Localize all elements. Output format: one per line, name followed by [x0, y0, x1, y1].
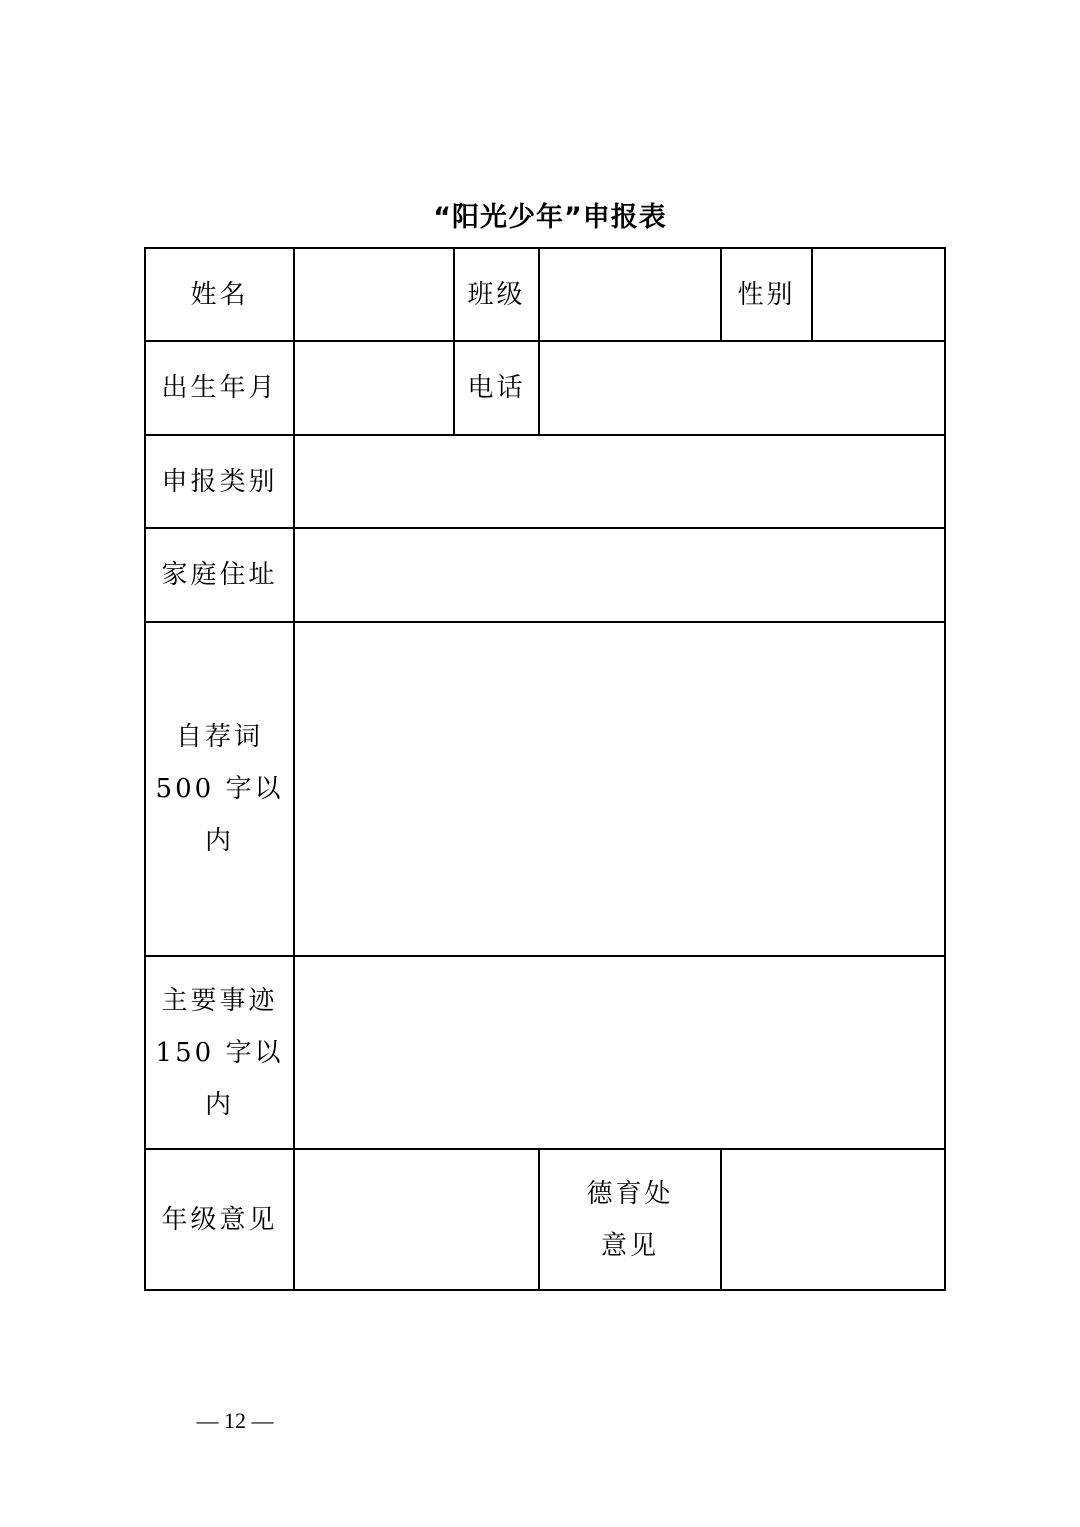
table-rule	[144, 434, 946, 436]
name-label: 姓名	[190, 279, 249, 310]
table-column-rule	[720, 1148, 722, 1291]
moral-office-opinion-label	[539, 1149, 721, 1290]
grade-opinion-field[interactable]	[294, 1149, 539, 1290]
main-deeds-label-line-1: 主要事迹	[161, 985, 278, 1016]
self-recommendation-label	[145, 622, 294, 956]
birth-date-label: 出生年月	[161, 373, 278, 403]
self-recommendation-label-line-2: 500 字以	[155, 774, 284, 804]
table-column-rule	[811, 247, 813, 341]
page-number: — 12 —	[196, 1408, 274, 1433]
main-deeds-label-line-2: 150 字以	[155, 1037, 284, 1068]
table-rule	[144, 1148, 946, 1150]
name-field[interactable]	[294, 248, 454, 341]
self-recommendation-field[interactable]	[294, 622, 945, 956]
table-border-left	[144, 247, 146, 1291]
table-column-rule	[538, 1148, 540, 1291]
moral-office-opinion-field[interactable]	[721, 1149, 945, 1290]
main-deeds-label-line-3: 内	[204, 1089, 234, 1120]
category-field[interactable]	[294, 435, 945, 528]
phone-field[interactable]	[539, 341, 945, 435]
table-column-rule	[720, 247, 722, 341]
main-deeds-label	[145, 956, 294, 1149]
table-rule	[144, 955, 946, 957]
class-field[interactable]	[539, 248, 721, 341]
phone-label: 电话	[467, 373, 526, 403]
gender-label: 性别	[737, 279, 796, 310]
self-recommendation-label-line-1: 自荐词	[175, 722, 263, 752]
grade-opinion-label: 年级意见	[161, 1204, 278, 1235]
moral-office-label-line-2: 意见	[600, 1230, 659, 1261]
address-field[interactable]	[294, 528, 945, 622]
table-column-rule	[538, 247, 540, 435]
main-deeds-field[interactable]	[294, 956, 945, 1149]
table-rule	[144, 340, 946, 342]
gender-field[interactable]	[812, 248, 945, 341]
category-label: 申报类别	[161, 466, 278, 497]
table-border-top	[144, 247, 946, 249]
table-column-rule	[293, 247, 295, 1291]
table-rule	[144, 621, 946, 623]
address-label: 家庭住址	[161, 560, 278, 590]
self-recommendation-label-line-3: 内	[204, 826, 234, 856]
table-border-right	[944, 247, 946, 1291]
class-label: 班级	[467, 279, 526, 310]
table-rule	[144, 527, 946, 529]
moral-office-label-line-1: 德育处	[586, 1178, 674, 1209]
table-column-rule	[453, 247, 455, 435]
form-title: “阳光少年”申报表	[433, 202, 667, 233]
birth-date-field[interactable]	[294, 341, 454, 435]
table-border-bottom	[144, 1289, 946, 1291]
